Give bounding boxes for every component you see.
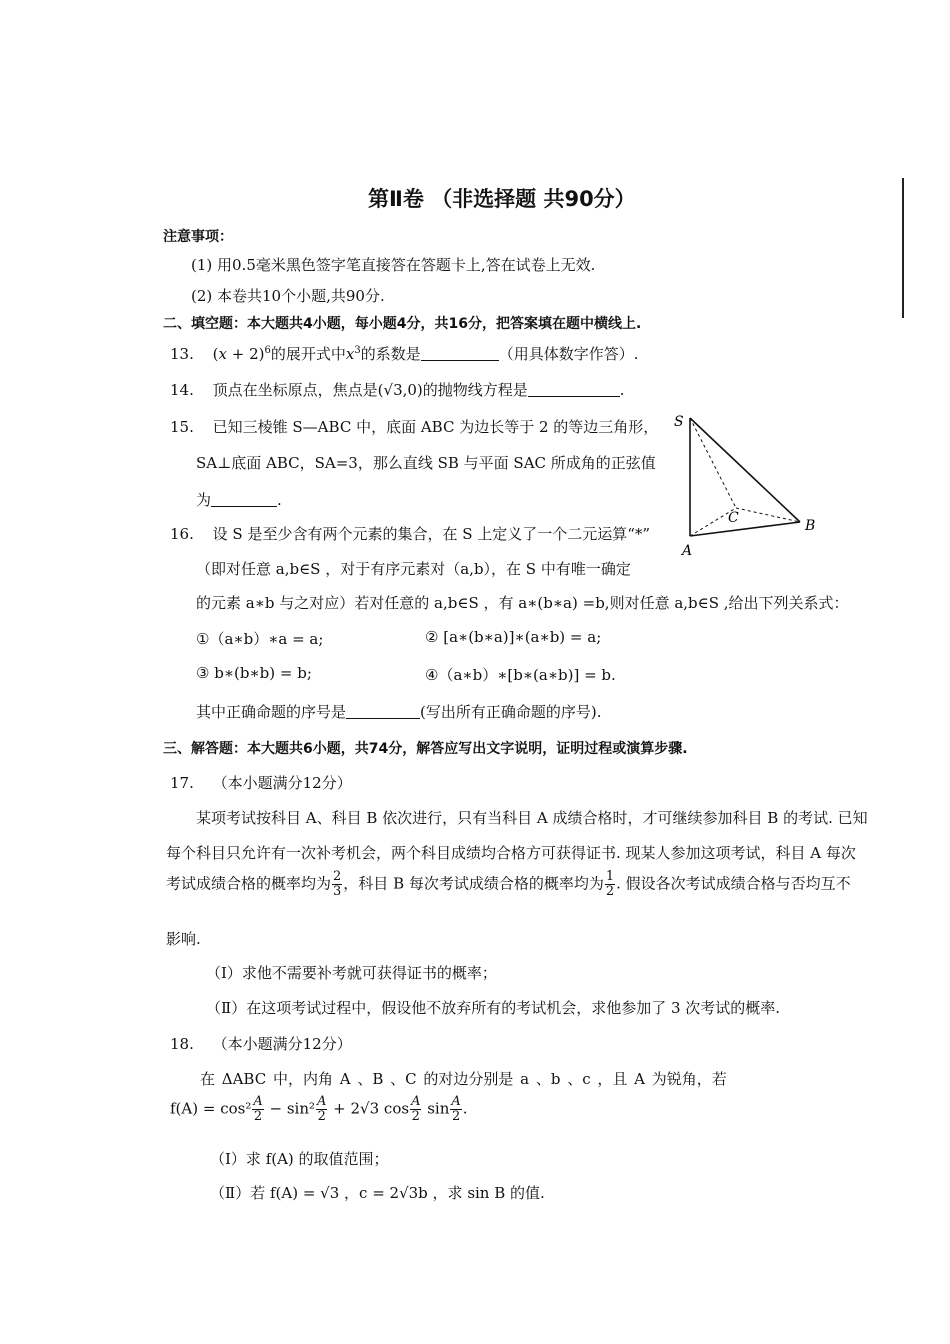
question-text: .	[619, 381, 625, 399]
question-text: .	[277, 491, 282, 509]
math-expression: (√3,0)	[377, 381, 423, 399]
sub-question: （Ⅰ）求他不需要补考就可获得证书的概率；	[206, 964, 497, 982]
question-points: （本小题满分12分）	[212, 1035, 352, 1053]
answer-blank	[346, 704, 420, 719]
edge-sc	[690, 418, 736, 508]
math-expression: f(A) = cos²	[170, 1099, 252, 1118]
vertex-label-b: B	[805, 518, 816, 534]
question-17-text: 每个科目只允许有一次补考机会，两个科目成绩均合格方可获得证书. 现某人参加这项考试，科目 A 每次	[166, 844, 856, 862]
math-expression: sin	[422, 1099, 450, 1118]
question-number: 17.	[170, 774, 194, 792]
edge-sb	[690, 418, 800, 522]
sub-question: （Ⅰ）求 f(A) 的取值范围；	[210, 1150, 389, 1168]
question-text: ，科目 B 每次考试成绩合格的概率均为	[343, 874, 604, 893]
question-number: 14.	[170, 381, 194, 399]
question-16-line	[170, 523, 650, 544]
question-15-line: SA⊥底面 ABC，SA=3，那么直线 SB 与平面 SAC 所成角的正弦值	[196, 454, 656, 472]
question-text: （用具体数字作答）.	[498, 345, 639, 363]
fraction: $\frac{A}{2}$	[411, 1094, 421, 1124]
question-15-line	[196, 489, 282, 510]
fraction: $\frac{1}{2}$	[605, 869, 615, 899]
question-18-header	[170, 1033, 352, 1054]
question-14	[170, 379, 625, 400]
question-17-header	[170, 772, 352, 793]
page-title: 第Ⅱ卷 （非选择题 共90分）	[368, 187, 636, 211]
question-number: 13.	[170, 345, 194, 363]
option-4: ④（a∗b）∗[b∗(a∗b)] = b.	[425, 666, 616, 684]
question-text: 的系数是	[360, 345, 421, 363]
question-text: 其中正确命题的序号是	[196, 703, 347, 721]
question-text: 已知三棱锥 S—ABC 中，底面 ABC 为边长等于 2 的等边三角形，	[212, 418, 659, 436]
section-heading: 二、填空题：本大题共4小题，每小题4分，共16分，把答案填在题中横线上.	[163, 316, 642, 332]
question-text: (写出所有正确命题的序号).	[420, 703, 602, 721]
question-text: 考试成绩合格的概率均为	[166, 874, 332, 893]
notice-heading: 注意事项：	[163, 229, 233, 245]
question-13: 13. $(x + 2)^6$的展开式中$x^3$的系数是 （用具体数字作答）.	[170, 345, 639, 363]
math-expression: .	[462, 1099, 468, 1118]
question-number: 15.	[170, 418, 194, 436]
math-expression: + 2√3 cos	[328, 1099, 410, 1118]
fraction: $\frac{2}{3}$	[333, 869, 342, 899]
question-18-formula	[170, 1095, 468, 1124]
math-expression: − sin²	[264, 1099, 316, 1118]
fraction: $\frac{A}{2}$	[317, 1094, 327, 1124]
sub-question: （Ⅱ）若 f(A) = √3 ，c = 2√3b ，求 sin B 的值.	[210, 1184, 545, 1202]
fraction: $\frac{A}{2}$	[253, 1094, 263, 1124]
notice-item: (1) 用0.5毫米黑色签字笔直接答在答题卡上,答在试卷上无效.	[191, 256, 596, 274]
question-text: 顶点在坐标原点，焦点是	[212, 381, 378, 399]
question-16-line: 的元素 a∗b 与之对应）若对任意的 a,b∈S ，有 a∗(b∗a) =b,则对任意 a,b∈S ,给出下列关系式：	[196, 594, 849, 612]
tetrahedron-figure	[668, 410, 828, 562]
math-expression: $(x + 2)^6$	[212, 345, 271, 363]
option-2: ② [a∗(b∗a)]∗(a∗b) = a;	[425, 628, 602, 646]
question-18-text: 在 ΔABC 中，内角 A 、B 、C 的对边分别是 a 、b 、c ，且 A 为锐角，若	[200, 1070, 727, 1088]
question-17-text	[166, 870, 851, 899]
question-15-line	[170, 416, 658, 437]
option-3: ③ b∗(b∗b) = b;	[196, 664, 312, 682]
vertex-label-c: C	[728, 510, 739, 526]
answer-blank	[211, 492, 277, 507]
question-text: 的展开式中	[270, 345, 346, 363]
edge-ab	[690, 522, 800, 536]
question-16-answer	[196, 701, 602, 722]
question-number: 18.	[170, 1035, 194, 1053]
question-points: （本小题满分12分）	[212, 774, 352, 792]
question-17-text: 影响.	[166, 930, 201, 948]
question-17-text: 某项考试按科目 A、科目 B 依次进行，只有当科目 A 成绩合格时，才可继续参加科目 B 的考试. 已知	[196, 809, 868, 827]
question-text: 为	[196, 491, 212, 509]
section-heading: 三、解答题：本大题共6小题，共74分，解答应写出文字说明，证明过程或演算步骤.	[163, 741, 688, 757]
sub-question: （Ⅱ）在这项考试过程中，假设他不放弃所有的考试机会，求他参加了 3 次考试的概率.	[206, 999, 781, 1017]
question-text: 的抛物线方程是	[422, 381, 528, 399]
option-1: ①（a∗b）∗a = a;	[196, 630, 324, 648]
question-text: 设 S 是至少含有两个元素的集合，在 S 上定义了一个二元运算“*”	[212, 525, 651, 543]
fraction: $\frac{A}{2}$	[451, 1094, 461, 1124]
page-edge-line	[902, 178, 904, 318]
vertex-label-s: S	[674, 414, 684, 430]
notice-item: (2) 本卷共10个小题,共90分.	[191, 287, 385, 305]
vertex-label-a: A	[682, 543, 693, 559]
question-16-line: （即对任意 a,b∈S ，对于有序元素对（a,b），在 S 中有唯一确定	[196, 560, 631, 578]
question-number: 16.	[170, 525, 194, 543]
answer-blank	[421, 346, 499, 361]
question-text: . 假设各次考试成绩合格与否均互不	[616, 874, 851, 893]
answer-blank	[528, 382, 620, 397]
edge-cb	[736, 508, 800, 522]
